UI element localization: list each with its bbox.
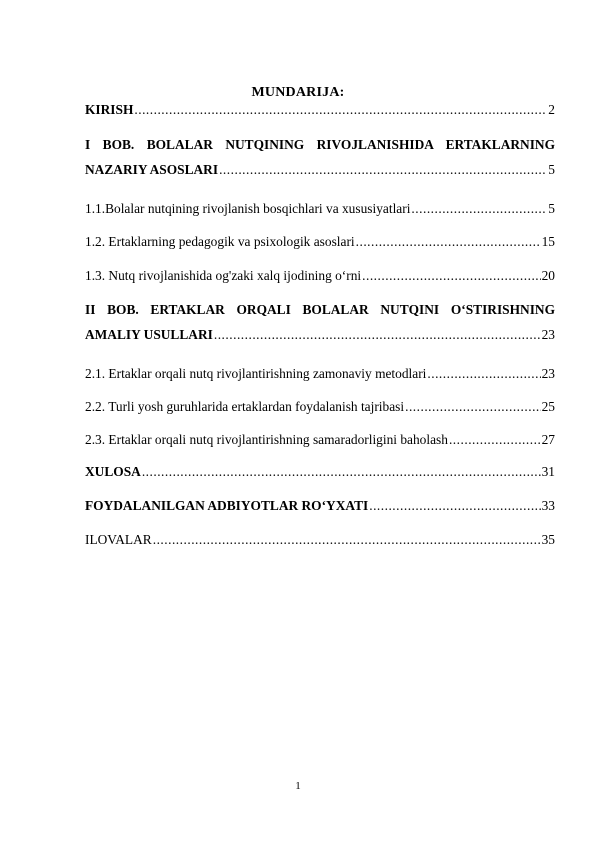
toc-entry-2-3[interactable] bbox=[85, 431, 555, 449]
toc-entry-title-line1: II BOB. ERTAKLAR ORQALI BOLALAR NUTQINI O‘STIRISHNING bbox=[85, 302, 555, 317]
toc-entry-chapter-2[interactable] bbox=[85, 301, 555, 344]
dot-leader bbox=[356, 233, 541, 251]
toc-entry-1-3[interactable] bbox=[85, 267, 555, 285]
toc-entry-kirish[interactable] bbox=[85, 101, 555, 119]
toc-entry-title-line2: NAZARIY ASOSLARI bbox=[85, 162, 219, 177]
toc-entry-title: 1.1.Bolalar nutqining rivojlanish bosqichlari va xususiyatlari bbox=[85, 201, 411, 216]
toc-entry-title: 2.3. Ertaklar orqali nutq rivojlantirishning samaradorligini baholash bbox=[85, 432, 448, 447]
toc-entry-chapter-1[interactable] bbox=[85, 136, 555, 179]
dot-leader bbox=[219, 161, 547, 179]
toc-entry-2-2[interactable] bbox=[85, 398, 555, 416]
dot-leader bbox=[142, 463, 541, 481]
toc-entry-title: KIRISH bbox=[85, 102, 134, 117]
toc-entry-page: 5 bbox=[548, 201, 555, 216]
toc-entry-1-1[interactable] bbox=[85, 200, 555, 218]
dot-leader bbox=[411, 200, 547, 218]
dot-leader bbox=[449, 431, 541, 449]
dot-leader bbox=[134, 101, 547, 119]
toc-entry-page: 35 bbox=[541, 532, 555, 547]
dot-leader bbox=[153, 531, 541, 549]
toc-entry-title: 1.2. Ertaklarning pedagogik va psixologik asoslari bbox=[85, 234, 355, 249]
toc-entry-title: 2.2. Turli yosh guruhlarida ertaklardan foydalanish tajribasi bbox=[85, 399, 405, 414]
toc-entry-page: 20 bbox=[541, 268, 555, 283]
toc-entry-title-line2: AMALIY USULLARI bbox=[85, 327, 213, 342]
toc-entry-page: 23 bbox=[541, 327, 555, 342]
toc-entry-title: FOYDALANILGAN ADBIYOTLAR RO‘YXATI bbox=[85, 498, 369, 513]
toc-entry-page: 25 bbox=[541, 399, 555, 414]
dot-leader bbox=[405, 398, 541, 416]
dot-leader bbox=[369, 497, 540, 515]
toc-entry-references[interactable] bbox=[85, 497, 555, 515]
dot-leader bbox=[427, 365, 540, 383]
toc-entry-page: 2 bbox=[548, 102, 555, 117]
page-number: 1 bbox=[295, 780, 301, 792]
toc-entry-page: 15 bbox=[541, 234, 555, 249]
toc-entry-title-line1: I BOB. BOLALAR NUTQINING RIVOJLANISHIDA ERTAKLARNING bbox=[85, 137, 555, 152]
page-title: MUNDARIJA: bbox=[251, 85, 345, 100]
toc-entry-page: 27 bbox=[541, 432, 555, 447]
toc-entry-2-1[interactable] bbox=[85, 365, 555, 383]
toc-entry-page: 33 bbox=[541, 498, 555, 513]
toc-entry-title: 2.1. Ertaklar orqali nutq rivojlantirishning zamonaviy metodlari bbox=[85, 366, 427, 381]
toc-entry-title: XULOSA bbox=[85, 464, 141, 479]
toc-entry-title: ILOVALAR bbox=[85, 532, 152, 547]
toc-entry-ilovalar[interactable] bbox=[85, 531, 555, 549]
toc-entry-title: 1.3. Nutq rivojlanishida og'zaki xalq ijodining o‘rni bbox=[85, 268, 362, 283]
toc-entry-page: 31 bbox=[541, 464, 555, 479]
dot-leader bbox=[214, 326, 541, 344]
toc-entry-xulosa[interactable] bbox=[85, 463, 555, 481]
toc-entry-1-2[interactable] bbox=[85, 233, 555, 251]
dot-leader bbox=[362, 267, 540, 285]
toc-entry-page: 23 bbox=[541, 366, 555, 381]
toc-entry-page: 5 bbox=[548, 162, 555, 177]
